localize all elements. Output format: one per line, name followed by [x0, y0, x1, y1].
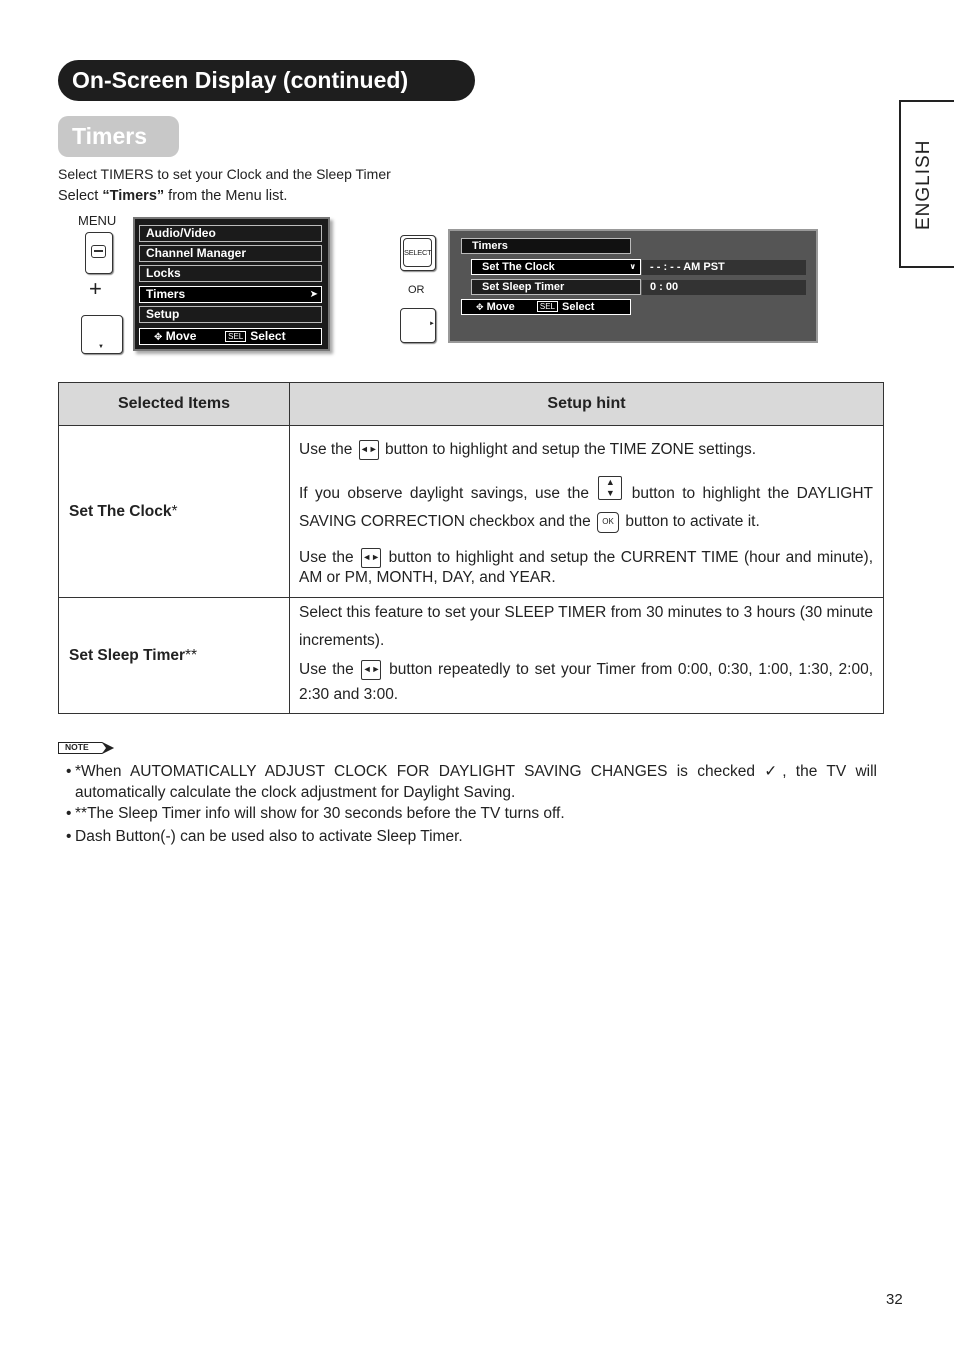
table-row — [59, 598, 884, 714]
language-side-tab — [899, 100, 954, 268]
section-title: Timers — [72, 123, 148, 149]
bullet: • — [66, 763, 72, 780]
item-set-the-clock: Set The Clock* — [59, 426, 290, 598]
page-number: 32 — [886, 1291, 903, 1308]
main-menu-item-channel-manager[interactable]: Channel Manager — [139, 245, 322, 262]
left-right-button-icon: ◄► — [361, 660, 381, 680]
clock-value: - - : - - AM PST — [642, 260, 806, 275]
hint-paragraph: Use the ◄► button to highlight and setup the TIME ZONE settings. — [299, 441, 757, 458]
header-title: On-Screen Display (continued) — [72, 67, 409, 93]
chevron-down-icon: ∨ — [629, 262, 636, 271]
hint-paragraph: If you observe daylight savings, use the ▲ ▼ button to highlight the DAYLIGHT SAVING CORRECTION checkbox and the OK button to activate it. — [299, 476, 873, 536]
intro-timers-bold: “Timers” — [102, 188, 165, 204]
timers-menu-title: Timers — [461, 238, 631, 254]
note-item: • Dash Button(-) can be used also to activate Sleep Timer. — [66, 828, 463, 845]
menu-icon — [91, 245, 106, 258]
hint-set-the-clock — [290, 426, 884, 598]
hint-paragraph: Use the ◄► button repeatedly to set your Timer from 0:00, 0:30, 1:00, 1:30, 2:00, 2:30 and 3:00. — [299, 661, 874, 703]
menu-button[interactable] — [85, 232, 113, 274]
item-set-sleep-timer: Set Sleep Timer** — [59, 598, 290, 714]
note-tag-label: NOTE — [65, 742, 89, 752]
page-header-banner — [58, 60, 475, 101]
up-down-button-icon: ▲ ▼ — [598, 476, 622, 500]
sel-icon: SEL — [225, 331, 246, 342]
header-selected-items: Selected Items — [59, 383, 290, 426]
left-right-button-icon: ◄► — [361, 548, 381, 568]
move-arrows-icon: ✥ — [476, 302, 484, 312]
note-tag — [58, 741, 116, 759]
section-title-pill — [58, 116, 179, 157]
setup-hint-table — [58, 382, 884, 714]
note-item: • **The Sleep Timer info will show for 30 seconds before the TV turns off. — [66, 805, 565, 822]
timers-item-set-the-clock[interactable]: Set The Clock ∨ — [471, 259, 641, 275]
sel-icon: SEL — [537, 301, 558, 312]
main-menu-footer: ✥ Move SEL Select — [139, 328, 322, 345]
move-arrows-icon: ✥ — [154, 332, 163, 343]
left-right-button-icon: ◄► — [359, 440, 379, 460]
main-menu-item-audio-video[interactable]: Audio/Video — [139, 225, 322, 242]
bullet: • — [66, 805, 72, 822]
intro-line-1: Select TIMERS to set your Clock and the Sleep Timer — [58, 166, 391, 182]
main-menu-item-locks[interactable]: Locks — [139, 265, 322, 282]
hint-set-sleep-timer — [290, 598, 884, 714]
select-button-label: SELECT — [403, 238, 432, 267]
main-menu-item-timers[interactable]: Timers ➤ — [139, 286, 322, 303]
intro-line-2: Select “Timers” from the Menu list. — [58, 188, 288, 204]
chevron-right-icon: ➤ — [309, 289, 318, 300]
down-arrow-icon: ▼ — [98, 344, 104, 350]
sleep-timer-value: 0 : 00 — [642, 280, 806, 295]
ok-button-icon: OK — [597, 512, 619, 533]
main-menu-screen — [133, 217, 330, 351]
bullet: • — [66, 828, 72, 845]
timers-menu-footer: ✥ Move SEL Select — [461, 299, 631, 315]
select-button[interactable] — [400, 235, 436, 271]
right-arrow-icon: ► — [429, 321, 435, 327]
table-header-row — [59, 383, 884, 426]
menu-label: MENU — [78, 213, 117, 228]
hint-paragraph: Use the ◄► button to highlight and setup the CURRENT TIME (hour and minute), AM or PM, MONTH, DAY, and YEAR. — [299, 549, 873, 586]
language-label: ENGLISH — [913, 139, 934, 230]
note-item: • *When AUTOMATICALLY ADJUST CLOCK FOR DAYLIGHT SAVING CHANGES is checked ✓, the TV will automatically calculate the clock adjustment for Daylight Saving. — [66, 763, 877, 801]
plus-sign: + — [89, 276, 102, 301]
down-button[interactable] — [81, 315, 123, 354]
header-setup-hint: Setup hint — [290, 383, 884, 426]
or-label: OR — [408, 284, 425, 296]
timers-item-set-sleep-timer[interactable]: Set Sleep Timer — [471, 279, 641, 295]
table-row — [59, 426, 884, 598]
main-menu-item-setup[interactable]: Setup — [139, 306, 322, 323]
hint-paragraph: Select this feature to set your SLEEP TIMER from 30 minutes to 3 hours (30 minute increments). — [299, 604, 873, 649]
timers-menu-screen — [448, 229, 818, 343]
right-button[interactable] — [400, 308, 436, 343]
